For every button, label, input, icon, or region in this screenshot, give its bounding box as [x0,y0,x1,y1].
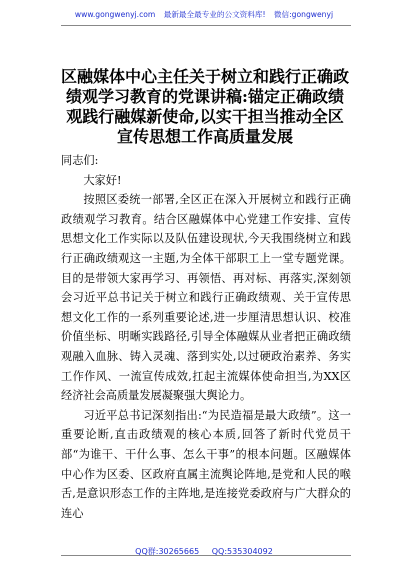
footer-qq-group: QQ群:30265665 [135,547,200,556]
page-footer [0,546,408,557]
document-body [61,151,351,523]
salutation: 同志们: [61,154,99,167]
header-divider [61,25,351,26]
paragraph: 按照区委统一部署,全区正在深入开展树立和践行正确政绩观学习教育。结合区融媒体中心党建工作安排、宣传思想文化工作实际以及队伍建设现状,今天我围绕树立和践行正确政绩观这一主题,为全体干部职工上一堂专题党课。目的是带领大家再学习、再领悟、再对标、再落实,深刻领会习近平总书记关于树立和践行正确政绩观、关于宣传思想文化工作的一系列重要论述,进一步厘清思想认识、校准价值坐标、明晰实践路径,引导全体融媒从业者把正确政绩观融入血脉、铸入灵魂、落到实处,以过硬政治素养、务实工作作风、一流宣传成效,扛起主流媒体使命担当,为XX区经济社会高质量发展凝聚强大舆论力。 [61,193,351,403]
footer-qq: QQ:535304092 [211,547,273,556]
page-header [0,9,408,20]
site-link[interactable]: www.gongwenyj.com [74,10,156,19]
header-slogan: 最新最全最专业的公文资料库! [163,10,266,19]
greeting: 大家好! [83,173,122,187]
document-title: 区融媒体中心主任关于树立和践行正确政绩观学习教育的党课讲稿:锚定正确政绩观践行融媒新使命,以实干担当推动全区宣传思想工作高质量发展 [60,67,349,146]
paragraph: 习近平总书记深刻指出:“为民造福是最大政绩”。这一重要论断,直击政绩观的核心本质,回答了新时代党员干部“为谁干、干什么事、怎么干事”的根本问题。区融媒体中心作为区委、区政府直属主流舆论阵地,是党和人民的喉舌,是意识形态工作的主阵地,是连接党委政府与广大群众的连心 [61,408,351,520]
header-wechat: 微信:gongwenyj [273,10,334,19]
